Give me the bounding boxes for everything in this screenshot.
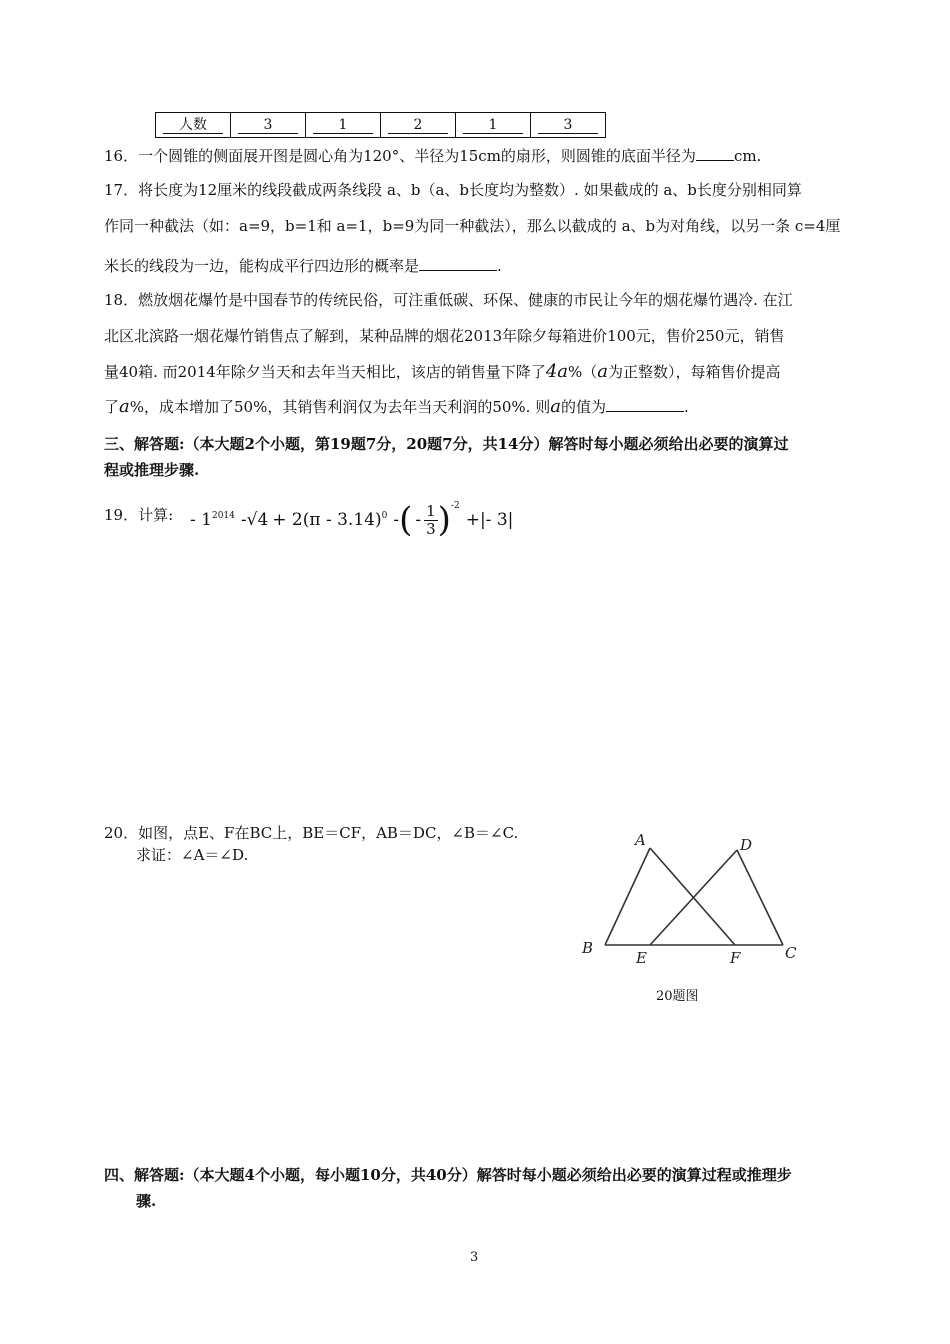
question-19-label: 19．计算:	[104, 506, 174, 524]
question-19-expression	[190, 495, 513, 545]
page-number: 3	[470, 1250, 479, 1265]
point-label-f: F	[730, 949, 741, 967]
math-exponent: 2014	[211, 511, 235, 521]
point-label-e: E	[636, 949, 647, 967]
question-16	[104, 146, 761, 166]
segment-ed	[650, 850, 737, 945]
question-text: %，成本增加了50%，其销售利润仅为去年当天利润的50%. 则	[129, 398, 551, 416]
section-3-heading-line2: 程或推理步骤.	[104, 461, 200, 479]
math-operator: +	[465, 510, 480, 530]
left-paren: (	[399, 500, 413, 540]
math-operator: -	[393, 510, 400, 530]
point-label-c: C	[785, 944, 797, 962]
segment-ab	[605, 848, 650, 945]
table-cell: 3	[231, 113, 306, 138]
data-table	[155, 112, 606, 138]
answer-blank	[696, 146, 734, 161]
question-18-line1: 18．燃放烟花爆竹是中国春节的传统民俗，可注重低碳、环保、健康的市民让今年的烟花爆竹遇冷. 在江	[104, 291, 793, 309]
point-label-b: B	[582, 939, 594, 957]
table-header-cell: 人数	[156, 113, 231, 138]
section-4-heading-line1: 四、解答题:（本大题4个小题，每小题10分，共40分）解答时每小题必须给出必要的演算过程或推理步	[104, 1166, 792, 1184]
segment-dc	[737, 850, 783, 945]
question-text: %（	[568, 363, 598, 381]
punctuation: .	[497, 257, 502, 275]
question-text: 了	[104, 398, 120, 416]
math-var: 4a	[545, 361, 568, 382]
math-term: - 1	[190, 510, 212, 530]
math-exponent: 0	[381, 511, 388, 521]
math-sqrt: √4	[246, 510, 269, 530]
fraction-denominator: 3	[426, 519, 436, 538]
fraction-numerator: 1	[426, 501, 436, 520]
math-exponent: -2	[450, 501, 460, 511]
question-text: 量40箱. 而2014年除夕当天和去年当天相比，该店的销售量下降了	[104, 363, 546, 381]
question-18-line2: 北区北滨路一烟花爆竹销售点了解到，某种品牌的烟花2013年除夕每箱进价100元，售价250元，销售	[104, 327, 785, 345]
question-text: 为正整数），每箱售价提高	[608, 363, 781, 381]
math-sign: -	[415, 510, 422, 530]
math-var: a	[119, 396, 130, 417]
math-fraction	[424, 503, 438, 538]
question-18-line3	[104, 362, 781, 382]
question-text: 的值为	[560, 398, 606, 416]
answer-blank	[419, 256, 497, 271]
table-cell: 3	[531, 113, 606, 138]
table-row	[156, 113, 606, 138]
question-20-line2: 求证：∠A＝∠D.	[136, 846, 249, 864]
math-var: a	[550, 396, 561, 417]
question-17-line2: 作同一种截法（如：a=9，b=1和 a=1，b=9为同一种截法），那么以截成的 a、b为对角线，以另一条 c=4厘	[104, 217, 841, 235]
point-label-d: D	[740, 836, 753, 854]
punctuation: .	[683, 398, 689, 416]
math-operator: -	[240, 510, 247, 530]
math-absolute-value: |- 3|	[479, 510, 514, 530]
table-cell: 1	[306, 113, 381, 138]
section-4-heading-line2: 骤.	[136, 1192, 157, 1210]
question-17-line1: 17．将长度为12厘米的线段截成两条线段 a、b（a、b长度均为整数）. 如果截成的 a、b长度分别相同算	[104, 181, 802, 199]
answer-blank	[606, 397, 684, 412]
math-term: + 2	[272, 510, 303, 530]
triangle-figure	[575, 825, 805, 975]
right-paren: )	[437, 500, 451, 540]
section-3-heading-line1: 三、解答题:（本大题2个小题，第19题7分，20题7分，共14分）解答时每小题必须给出必要的演算过	[104, 435, 789, 453]
table-cell: 2	[381, 113, 456, 138]
question-17-line3	[104, 256, 502, 276]
question-20-line1: 20．如图，点E、F在BC上，BE＝CF，AB＝DC，∠B＝∠C.	[104, 824, 519, 842]
math-paren-term: (π - 3.14)	[302, 510, 382, 530]
figure-caption: 20题图	[656, 989, 699, 1004]
question-18-line4	[104, 397, 689, 417]
table-cell: 1	[456, 113, 531, 138]
question-text: 16．一个圆锥的侧面展开图是圆心角为120°、半径为15cm的扇形，则圆锥的底面半径为	[104, 147, 696, 165]
question-text: 米长的线段为一边，能构成平行四边形的概率是	[104, 257, 420, 275]
point-label-a: A	[635, 831, 646, 849]
math-var: a	[597, 361, 608, 382]
unit-text: cm.	[733, 147, 762, 165]
